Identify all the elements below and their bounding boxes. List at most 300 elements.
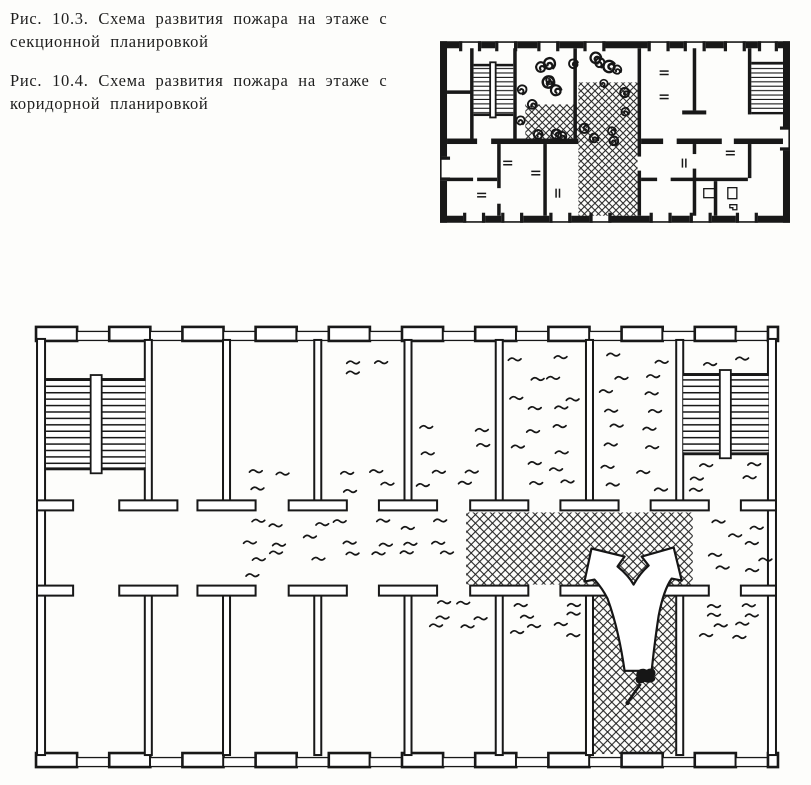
outer-wall-top bbox=[548, 327, 589, 341]
window-opening bbox=[297, 758, 329, 767]
window-line bbox=[648, 41, 670, 43]
smoke-tilde bbox=[341, 472, 354, 475]
smoke-tilde bbox=[347, 361, 360, 364]
interior-wall bbox=[513, 48, 517, 138]
window-notch bbox=[648, 41, 651, 51]
interior-wall bbox=[543, 144, 547, 216]
outer-wall-top bbox=[481, 41, 495, 48]
smoke-tilde bbox=[733, 636, 746, 639]
caption-line: секционной планировкой bbox=[10, 32, 209, 52]
window-opening bbox=[516, 758, 548, 767]
smoke-tilde bbox=[333, 520, 346, 523]
smoke-tilde bbox=[655, 361, 668, 364]
fire-origin-mark bbox=[625, 701, 629, 705]
outer-wall-bottom bbox=[440, 216, 463, 223]
partition-top-row bbox=[223, 340, 230, 501]
window-notch bbox=[668, 213, 671, 223]
smoke-tilde bbox=[605, 409, 618, 412]
window-notch bbox=[684, 41, 687, 51]
smoke-tilde bbox=[601, 466, 614, 469]
smoke-tilde bbox=[508, 358, 521, 361]
partition-bottom-row bbox=[314, 595, 321, 755]
window-notch bbox=[589, 213, 592, 223]
smoke-tilde bbox=[655, 488, 668, 491]
smoke-tilde bbox=[432, 542, 445, 545]
figure-10-4-caption bbox=[10, 69, 434, 115]
smoke-plume-curl bbox=[567, 58, 579, 70]
door-lintel bbox=[470, 500, 528, 510]
door-dash bbox=[477, 196, 486, 198]
partition-bottom-row bbox=[586, 595, 593, 755]
smoke-tilde bbox=[270, 551, 283, 554]
interior-wall bbox=[447, 90, 471, 94]
window-notch bbox=[724, 41, 727, 51]
smoke-tilde bbox=[555, 406, 568, 409]
smoke-tilde bbox=[690, 489, 703, 492]
interior-wall bbox=[470, 48, 474, 138]
window-opening bbox=[150, 758, 182, 767]
smoke-tilde bbox=[529, 407, 542, 410]
outer-wall-right bbox=[768, 339, 776, 755]
window-opening bbox=[77, 758, 109, 767]
partition-top-row bbox=[586, 340, 593, 501]
door-lintel bbox=[741, 586, 776, 596]
door-lintel bbox=[651, 500, 709, 510]
window-notch bbox=[780, 147, 790, 150]
smoke-tilde bbox=[434, 519, 447, 522]
door-dash bbox=[660, 94, 669, 96]
interior-wall bbox=[638, 171, 642, 216]
staircase-left-divider bbox=[91, 375, 102, 473]
smoke-tilde bbox=[742, 604, 755, 607]
door-dash bbox=[682, 159, 684, 168]
smoke-plume-curl bbox=[600, 79, 609, 88]
staircase-right-divider bbox=[720, 370, 731, 458]
smoke-tilde bbox=[646, 446, 659, 449]
window-line bbox=[583, 41, 605, 43]
door-dash bbox=[531, 171, 540, 173]
door-lintel bbox=[470, 586, 528, 596]
smoke-tilde bbox=[531, 378, 544, 381]
sink-fixture bbox=[730, 205, 737, 210]
window-line bbox=[463, 221, 485, 223]
smoke-tilde bbox=[438, 601, 451, 604]
partition-top-row bbox=[145, 340, 152, 501]
staircase-left-divider bbox=[490, 62, 496, 117]
smoke-tilde bbox=[316, 523, 329, 526]
figure-10-3-caption bbox=[10, 7, 434, 53]
smoke-tilde bbox=[246, 574, 259, 577]
window-notch bbox=[478, 41, 481, 51]
smoke-tilde bbox=[465, 470, 478, 473]
smoke-tilde bbox=[528, 462, 541, 465]
smoke-tilde bbox=[370, 470, 383, 473]
window-opening bbox=[224, 758, 256, 767]
window-line bbox=[650, 221, 672, 223]
window-opening bbox=[77, 331, 109, 340]
smoke-tilde bbox=[643, 427, 656, 430]
smoke-tilde bbox=[649, 410, 662, 413]
window-notch bbox=[780, 126, 790, 129]
outer-wall-left bbox=[37, 339, 45, 755]
smoke-tilde bbox=[527, 430, 540, 433]
partition-top-row bbox=[676, 340, 683, 501]
toilet-fixture bbox=[728, 188, 737, 199]
window-line bbox=[459, 41, 481, 43]
smoke-tilde bbox=[521, 615, 534, 618]
outer-wall-right bbox=[783, 151, 790, 223]
smoke-tilde bbox=[347, 371, 360, 374]
smoke-tilde bbox=[745, 542, 758, 545]
smoke-tilde bbox=[645, 392, 658, 395]
smoke-tilde bbox=[304, 535, 317, 538]
door-lintel bbox=[379, 500, 437, 510]
partition-top-row bbox=[314, 340, 321, 501]
caption-line: Рис. 10.4. Схема развития пожара на этаже с bbox=[10, 71, 388, 90]
smoke-tilde bbox=[404, 543, 417, 546]
interior-wall bbox=[497, 144, 501, 188]
smoke-tilde bbox=[600, 390, 613, 393]
fire-origin-mark bbox=[636, 669, 656, 684]
smoke-tilde bbox=[420, 426, 433, 429]
outer-wall-bottom bbox=[622, 753, 663, 767]
smoke-tilde bbox=[745, 614, 758, 617]
window-opening bbox=[297, 331, 329, 340]
interior-wall bbox=[693, 169, 697, 216]
smoke-tilde bbox=[606, 483, 619, 486]
window-opening bbox=[370, 331, 402, 340]
partition-bottom-row bbox=[496, 595, 503, 755]
door-lintel bbox=[289, 500, 347, 510]
smoke-tilde bbox=[561, 480, 574, 483]
outer-wall-bottom bbox=[182, 753, 223, 767]
smoke-tilde bbox=[704, 363, 717, 366]
outer-wall-top bbox=[622, 327, 663, 341]
window-notch bbox=[758, 41, 761, 51]
outer-wall-top bbox=[440, 41, 459, 48]
smoke-tilde bbox=[380, 543, 393, 546]
window-notch bbox=[602, 41, 605, 51]
smoke-tilde bbox=[346, 552, 359, 555]
interior-wall bbox=[477, 178, 497, 182]
interior-wall bbox=[641, 139, 663, 145]
window-opening bbox=[443, 758, 475, 767]
smoke-tilde bbox=[511, 631, 524, 634]
smoke-tilde bbox=[344, 490, 357, 493]
door-dash bbox=[660, 70, 669, 72]
smoke-tilde bbox=[400, 551, 413, 554]
smoke-tilde bbox=[712, 520, 725, 523]
smoke-tilde bbox=[457, 602, 470, 605]
smoke-tilde bbox=[312, 558, 325, 561]
window-notch bbox=[520, 213, 523, 223]
smoke-tilde bbox=[700, 634, 713, 637]
window-notch bbox=[459, 41, 462, 51]
interior-wall bbox=[641, 178, 657, 182]
outer-wall-top bbox=[517, 41, 537, 48]
caption-line: Рис. 10.3. Схема развития пожара на этаже с bbox=[10, 9, 388, 28]
smoke-tilde bbox=[746, 569, 759, 572]
door-dash bbox=[531, 174, 540, 176]
window-notch bbox=[549, 213, 552, 223]
door-dash bbox=[726, 154, 735, 156]
outer-wall-top bbox=[182, 327, 223, 341]
door-dash bbox=[685, 159, 687, 168]
door-lintel bbox=[197, 500, 255, 510]
smoke-tilde bbox=[269, 524, 282, 527]
window-line bbox=[501, 221, 523, 223]
outer-wall-right bbox=[783, 41, 790, 126]
outer-wall-bottom bbox=[256, 753, 297, 767]
figure-10-3-sectional-floor-plan bbox=[437, 38, 793, 226]
outer-wall-top bbox=[559, 41, 583, 48]
outer-wall-bottom bbox=[571, 216, 589, 223]
interior-wall bbox=[638, 48, 642, 156]
interior-wall bbox=[748, 48, 752, 114]
interior-wall bbox=[714, 181, 718, 216]
outer-wall-bottom bbox=[523, 216, 549, 223]
interior-wall bbox=[682, 110, 706, 114]
door-dash bbox=[559, 189, 561, 198]
window-opening bbox=[150, 331, 182, 340]
smoke-tilde bbox=[461, 625, 474, 628]
outer-wall-bottom bbox=[758, 216, 790, 223]
smoke-tilde bbox=[430, 624, 443, 627]
smoke-tilde bbox=[700, 464, 713, 467]
window-notch bbox=[482, 213, 485, 223]
outer-wall-bottom bbox=[712, 216, 736, 223]
smoke-tilde bbox=[477, 444, 490, 447]
interior-wall bbox=[677, 139, 722, 145]
smoke-tilde bbox=[510, 397, 523, 400]
smoke-tilde bbox=[375, 361, 388, 364]
outer-wall-top bbox=[605, 41, 647, 48]
smoke-tilde bbox=[748, 463, 761, 466]
outer-wall-top bbox=[778, 41, 790, 48]
interior-wall bbox=[671, 178, 748, 182]
smoke-tilde bbox=[568, 604, 581, 607]
smoke-tilde bbox=[736, 357, 749, 360]
smoke-tilde bbox=[708, 614, 721, 617]
smoke-tilde bbox=[417, 484, 430, 487]
smoke-tilde bbox=[530, 482, 543, 485]
window-opening bbox=[443, 331, 475, 340]
fig4-drawing bbox=[36, 327, 778, 767]
door-lintel bbox=[197, 586, 255, 596]
door-lintel bbox=[119, 500, 177, 510]
smoke-tilde bbox=[709, 554, 722, 557]
outer-wall-top bbox=[402, 327, 443, 341]
smoke-tilde bbox=[421, 452, 434, 455]
smoke-tilde bbox=[736, 622, 749, 625]
window-line bbox=[495, 41, 517, 43]
window-line bbox=[788, 126, 790, 150]
partition-bottom-row bbox=[676, 595, 683, 755]
smoke-tilde bbox=[743, 476, 756, 479]
window-line bbox=[537, 41, 559, 43]
door-lintel bbox=[560, 500, 618, 510]
interior-wall bbox=[693, 144, 697, 154]
outer-wall-top bbox=[329, 327, 370, 341]
door-lintel bbox=[741, 500, 776, 510]
door-dash bbox=[726, 151, 735, 153]
smoke-tilde bbox=[708, 605, 721, 608]
window-notch bbox=[568, 213, 571, 223]
smoke-tilde bbox=[566, 398, 579, 401]
figure-10-4-corridor-floor-plan bbox=[28, 322, 785, 780]
smoke-tilde bbox=[512, 445, 525, 448]
smoke-tilde bbox=[514, 604, 527, 607]
smoke-tilde bbox=[441, 551, 454, 554]
window-line bbox=[440, 157, 442, 181]
smoke-tilde bbox=[555, 451, 568, 454]
window-opening bbox=[370, 758, 402, 767]
smoke-tilde bbox=[276, 472, 289, 475]
outer-wall-top bbox=[256, 327, 297, 341]
outer-wall-top bbox=[109, 327, 150, 341]
window-opening bbox=[516, 331, 548, 340]
window-line bbox=[589, 221, 611, 223]
partition-bottom-row bbox=[145, 595, 152, 755]
window-notch bbox=[736, 213, 739, 223]
smoke-tilde bbox=[252, 520, 265, 523]
window-opening bbox=[589, 331, 621, 340]
smoke-tilde bbox=[401, 527, 414, 530]
door-lintel bbox=[119, 586, 177, 596]
interior-wall bbox=[447, 178, 473, 182]
smoke-tilde bbox=[244, 541, 257, 544]
window-line bbox=[736, 221, 758, 223]
window-notch bbox=[690, 213, 693, 223]
window-opening bbox=[589, 758, 621, 767]
window-opening bbox=[736, 331, 768, 340]
window-notch bbox=[608, 213, 611, 223]
window-notch bbox=[703, 41, 706, 51]
outer-wall-top bbox=[706, 41, 724, 48]
smoke-tilde bbox=[647, 375, 660, 378]
interior-wall bbox=[748, 144, 752, 178]
window-notch bbox=[501, 213, 504, 223]
smoke-tilde bbox=[476, 429, 489, 432]
window-notch bbox=[775, 41, 778, 51]
outer-wall-top bbox=[670, 41, 684, 48]
outer-wall-top bbox=[695, 327, 736, 341]
window-opening bbox=[736, 758, 768, 767]
smoke-tilde bbox=[729, 534, 742, 537]
smoke-tilde bbox=[615, 377, 628, 380]
window-notch bbox=[755, 213, 758, 223]
door-dash bbox=[660, 98, 669, 100]
staircase-right-steps bbox=[751, 64, 783, 112]
partition-top-row bbox=[404, 340, 411, 501]
smoke-tilde bbox=[637, 471, 650, 474]
smoke-tilde bbox=[528, 625, 541, 628]
smoke-tilde bbox=[436, 616, 449, 619]
interior-wall bbox=[447, 139, 477, 145]
door-lintel bbox=[37, 500, 73, 510]
smoke-tilde bbox=[381, 483, 394, 486]
window-line bbox=[724, 41, 746, 43]
door-dash bbox=[477, 193, 486, 195]
smoke-tilde bbox=[604, 443, 617, 446]
smoke-tilde bbox=[567, 634, 580, 637]
outer-wall-top bbox=[746, 41, 758, 48]
door-dash bbox=[503, 164, 512, 166]
door-dash bbox=[503, 161, 512, 163]
interior-wall bbox=[693, 48, 697, 110]
window-notch bbox=[440, 157, 450, 160]
smoke-tilde bbox=[554, 623, 567, 626]
smoke-tilde bbox=[714, 624, 727, 627]
smoke-plume-curl bbox=[528, 100, 537, 109]
smoke-tilde bbox=[474, 617, 487, 620]
outer-wall-top bbox=[475, 327, 516, 341]
window-notch bbox=[709, 213, 712, 223]
smoke-tilde bbox=[433, 471, 446, 474]
smoke-tilde bbox=[273, 543, 286, 546]
window-opening bbox=[663, 758, 695, 767]
outer-wall-bottom bbox=[672, 216, 690, 223]
outer-wall-bottom bbox=[329, 753, 370, 767]
window-notch bbox=[495, 41, 498, 51]
smoke-tilde bbox=[550, 468, 563, 471]
smoke-tilde bbox=[459, 482, 472, 485]
smoke-tilde bbox=[372, 552, 385, 555]
window-line bbox=[684, 41, 706, 43]
window-notch bbox=[537, 41, 540, 51]
outer-wall-bottom bbox=[695, 753, 736, 767]
door-lintel bbox=[289, 586, 347, 596]
window-notch bbox=[463, 213, 466, 223]
smoke-tilde bbox=[750, 527, 763, 530]
smoke-tilde bbox=[716, 566, 729, 569]
smoke-tilde bbox=[249, 470, 262, 473]
smoke-tilde bbox=[377, 519, 390, 522]
window-notch bbox=[743, 41, 746, 51]
smoke-tilde bbox=[553, 425, 566, 428]
smoke-tilde bbox=[691, 477, 704, 480]
partition-bottom-row bbox=[404, 595, 411, 755]
outer-wall-bottom bbox=[611, 216, 649, 223]
interior-wall bbox=[497, 204, 501, 216]
window-notch bbox=[556, 41, 559, 51]
door-dash bbox=[660, 74, 669, 76]
caption-line: коридорной планировкой bbox=[10, 94, 209, 114]
door-lintel bbox=[37, 586, 73, 596]
smoke-tilde bbox=[567, 612, 580, 615]
partition-top-row bbox=[496, 340, 503, 501]
stair-edge bbox=[751, 62, 783, 64]
outer-wall-bottom bbox=[548, 753, 589, 767]
window-notch bbox=[650, 213, 653, 223]
smoke-tilde bbox=[610, 424, 623, 427]
fig3-drawing bbox=[440, 41, 790, 223]
smoke-tilde bbox=[252, 558, 265, 561]
window-line bbox=[690, 221, 712, 223]
outer-wall-bottom bbox=[485, 216, 501, 223]
smoke-tilde bbox=[547, 377, 560, 380]
smoke-tilde bbox=[343, 541, 356, 544]
window-line bbox=[549, 221, 571, 223]
partition-bottom-row bbox=[223, 595, 230, 755]
door-dash bbox=[555, 189, 557, 198]
interior-wall bbox=[734, 139, 783, 145]
outer-wall-left bbox=[440, 41, 447, 156]
stair-edge bbox=[751, 112, 783, 114]
window-notch bbox=[666, 41, 669, 51]
fire-zone-hatch-hall bbox=[578, 82, 637, 215]
smoke-plume-curl bbox=[517, 84, 528, 95]
